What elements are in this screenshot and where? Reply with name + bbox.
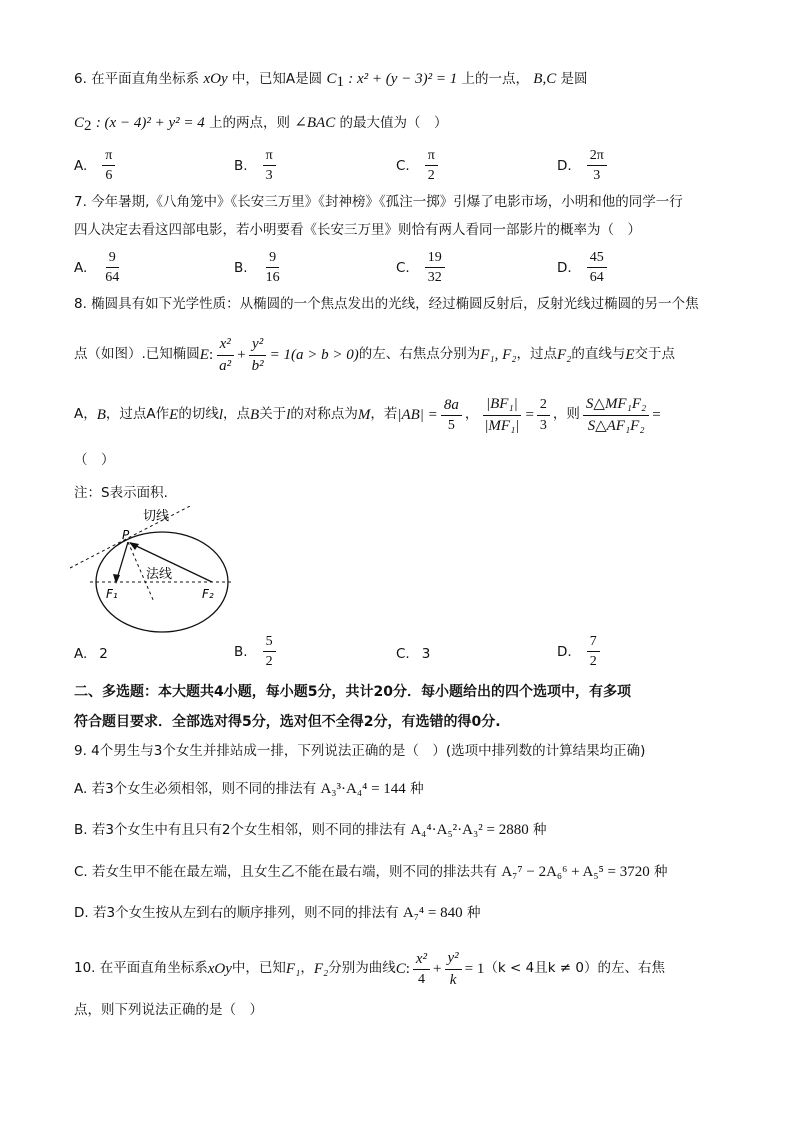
circle1-equation: : x² + (y − 3)² = 1 bbox=[348, 71, 458, 87]
q7-option-b[interactable]: B. $\frac{9}{16}$ bbox=[234, 250, 280, 286]
normal-label: 法线 bbox=[146, 567, 173, 582]
q8-line1: 8. 椭圆具有如下光学性质：从椭圆的一个焦点发出的光线，经过椭圆反射后，反射光线过椭圆的另一个焦 bbox=[74, 296, 699, 312]
q9-option-b[interactable]: B. 若3个女生中有且只有2个女生相邻，则不同的排法有 A₄⁴·A₅²·A₃² = 2880 种 bbox=[74, 822, 547, 838]
q7-option-c[interactable]: C. $\frac{19}{32}$ bbox=[396, 250, 448, 286]
q6-line1: 6. 在平面直角坐标系 xOy 中，已知A是圆 $C_1$ : x² + (y − 3)² = 1 上的一点， B,C 是圆 bbox=[74, 71, 588, 90]
q7-line1: 7. 今年暑期,《八角笼中》《长安三万里》《封神榜》《孤注一掷》引爆了电影市场，小明和他的同学一行 bbox=[74, 194, 683, 210]
circle2-equation: : (x − 4)² + y² = 4 bbox=[95, 115, 205, 131]
q6-line2: $C_2$ : (x − 4)² + y² = 4 上的两点，则 ∠BAC 的最大值为（ ） bbox=[74, 115, 448, 134]
tangent-line bbox=[70, 506, 190, 568]
f1-label: F₁ bbox=[106, 587, 118, 601]
q6-option-b[interactable]: B. $\frac{\pi}{3}$ bbox=[234, 148, 279, 184]
q8-option-a[interactable]: A. 2 bbox=[74, 646, 108, 662]
q10-line1: 10. 在平面直角坐标系 xOy 中，已知 F₁ ， F₂ 分别为曲线 C : $\frac{\text{x²}}{4}$ + $\frac{\text{y²}}{k}$ = 1 （k < 4且k ≠ 0）的左、右焦 bbox=[74, 950, 665, 988]
tangent-label: 切线 bbox=[143, 509, 170, 524]
point-p-label: P bbox=[122, 528, 130, 542]
q7-option-d[interactable]: D. $\frac{45}{64}$ bbox=[557, 250, 610, 286]
xoy-symbol: xOy bbox=[203, 71, 228, 87]
q6-option-d[interactable]: D. $\frac{2\pi}{3}$ bbox=[557, 148, 610, 184]
q6-option-c[interactable]: C. $\frac{\pi}{2}$ bbox=[396, 148, 441, 184]
q8-note: 注：S表示面积. bbox=[74, 485, 168, 501]
q9-stem: 9. 4个男生与3个女生并排站成一排，下列说法正确的是（ ）(选项中排列数的计算结果均正确) bbox=[74, 743, 646, 759]
q8-option-d[interactable]: D. $\frac{7}{2}$ bbox=[557, 634, 603, 670]
q8-line4: （ ） bbox=[74, 452, 115, 468]
section2-heading-line1: 二、多选题：本大题共4小题，每小题5分，共计20分．每小题给出的四个选项中，有多项 bbox=[74, 684, 631, 700]
q7-option-a[interactable]: A. $\frac{9}{64}$ bbox=[74, 250, 120, 286]
q8-line3: A， B ，过点A作 E 的切线 l ，点 B 关于 l 的对称点为 M ，若 |AB| = $\frac{8a}{5}$ ， $\frac{\text{|BF₁|}}{\text{|MF₁|}}$ = $\frac{2}{3}$ ，则 $\frac{\text{S△MF₁F₂}}{\text{S△AF₁F₂}}$ = bbox=[74, 396, 661, 434]
q7-line2: 四人决定去看这四部电影，若小明要看《长安三万里》则恰有两人看同一部影片的概率为（ ） bbox=[74, 222, 641, 238]
q8-line2: 点（如图）.已知椭圆 E : $\frac{\text{x²}}{\text{a²}}$ + $\frac{\text{y²}}{\text{b²}}$ = 1(a > b > 0) 的左、右焦点分别为 F₁, F₂ ，过点 F₂ 的直线与 E 交于点 bbox=[74, 336, 676, 374]
ellipse-figure bbox=[66, 506, 236, 634]
q9-option-c[interactable]: C. 若女生甲不能在最左端，且女生乙不能在最右端，则不同的排法共有 A₇⁷ − 2A₆⁶ + A₅⁵ = 3720 种 bbox=[74, 864, 668, 880]
f2-label: F₂ bbox=[202, 587, 214, 601]
q9-option-a[interactable]: A. 若3个女生必须相邻，则不同的排法有 A₃³·A₄⁴ = 144 种 bbox=[74, 781, 424, 797]
q8-option-b[interactable]: B. $\frac{5}{2}$ bbox=[234, 634, 279, 670]
q10-line2: 点，则下列说法正确的是（ ） bbox=[74, 1002, 263, 1018]
q8-option-c[interactable]: C. 3 bbox=[396, 646, 431, 662]
q6-option-a[interactable]: A. $\frac{\pi}{6}$ bbox=[74, 148, 118, 184]
q9-option-d[interactable]: D. 若3个女生按从左到右的顺序排列，则不同的排法有 A₇⁴ = 840 种 bbox=[74, 905, 481, 921]
section2-heading-line2: 符合题目要求．全部选对得5分，选对但不全得2分，有选错的得0分. bbox=[74, 714, 501, 730]
